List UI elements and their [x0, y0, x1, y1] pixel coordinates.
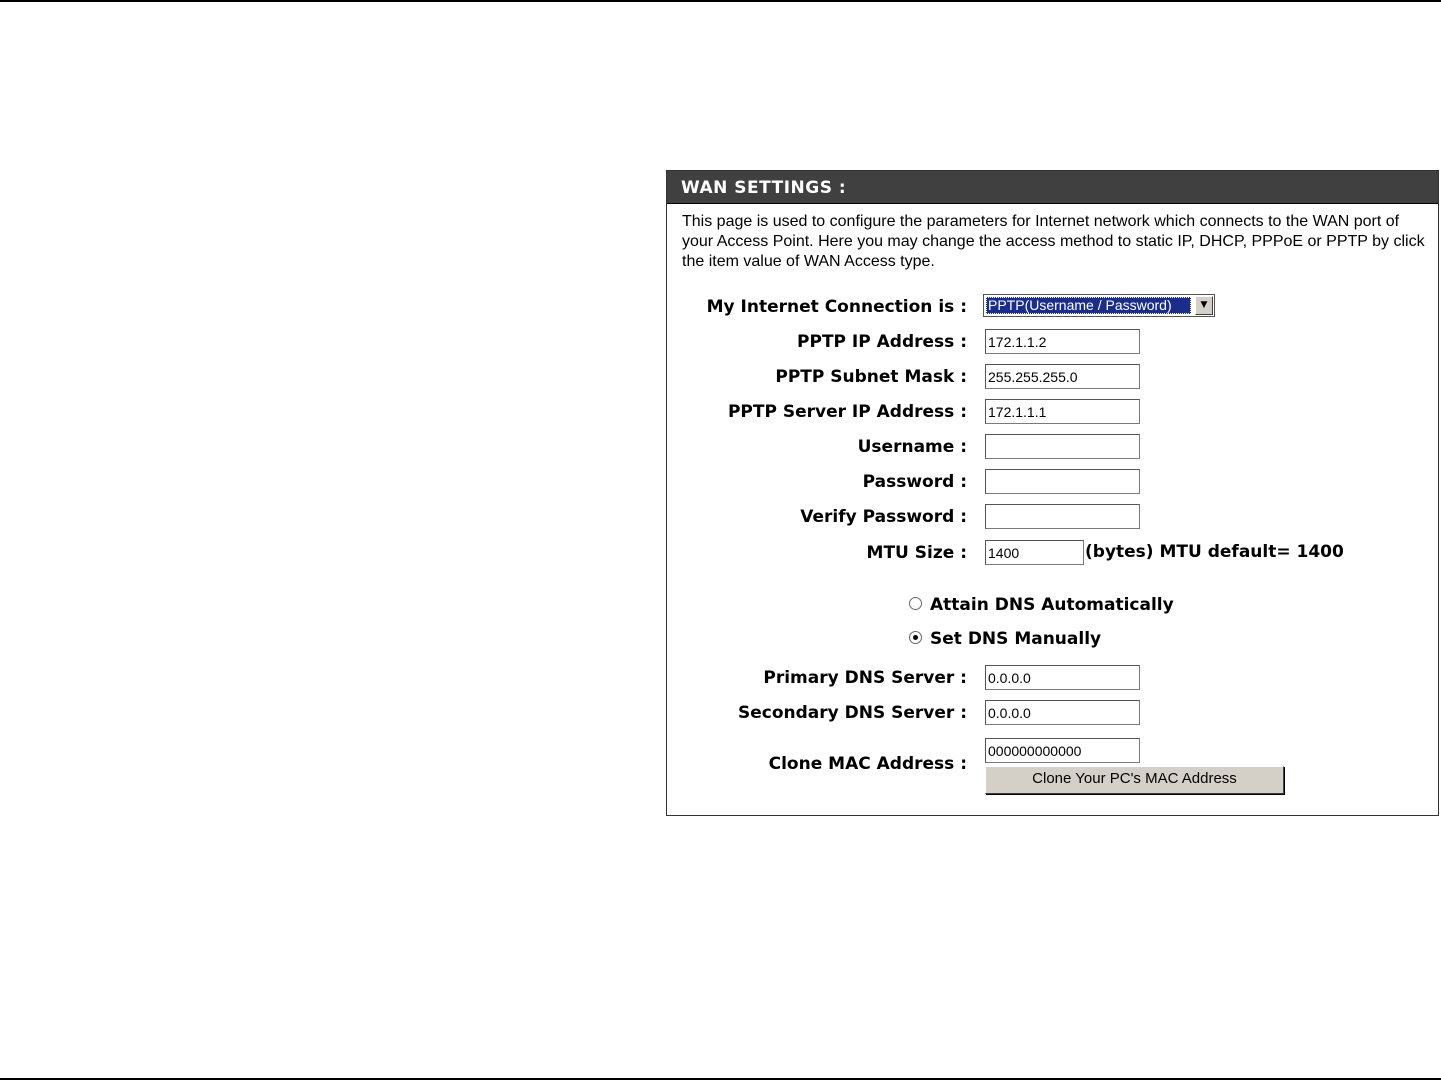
- mtu-label: MTU Size :: [866, 543, 967, 563]
- clone-mac-button[interactable]: Clone Your PC's MAC Address: [985, 766, 1284, 794]
- clone-mac-row: [667, 738, 1438, 798]
- mtu-input[interactable]: [985, 540, 1084, 565]
- pptp-mask-input[interactable]: [985, 364, 1140, 389]
- secondary-dns-label: Secondary DNS Server :: [737, 703, 967, 723]
- radio-selected-dot: [913, 635, 918, 640]
- bottom-rule: [0, 1078, 1441, 1080]
- password-row: [667, 469, 1438, 495]
- verify-password-row: [667, 504, 1438, 530]
- pptp-server-input[interactable]: [985, 399, 1140, 424]
- primary-dns-label: Primary DNS Server :: [763, 668, 967, 688]
- pptp-server-row: [667, 399, 1438, 425]
- wan-settings-panel: [666, 170, 1439, 816]
- username-label: Username :: [857, 437, 967, 457]
- primary-dns-row: [667, 665, 1438, 691]
- pptp-server-label: PPTP Server IP Address :: [727, 402, 967, 422]
- username-row: [667, 434, 1438, 460]
- chevron-down-icon[interactable]: ▼: [1195, 296, 1213, 315]
- panel-title: WAN SETTINGS :: [667, 171, 1438, 204]
- dns-auto-option[interactable]: [909, 594, 1309, 618]
- dns-auto-label[interactable]: Attain DNS Automatically: [930, 595, 1174, 615]
- username-input[interactable]: [985, 434, 1140, 459]
- password-label: Password :: [862, 472, 967, 492]
- dns-manual-option[interactable]: [909, 628, 1309, 652]
- dns-manual-radio[interactable]: [909, 631, 922, 644]
- dns-auto-radio[interactable]: [909, 597, 922, 610]
- top-rule: [0, 0, 1441, 2]
- verify-password-input[interactable]: [985, 504, 1140, 529]
- pptp-ip-input[interactable]: [985, 329, 1140, 354]
- connection-type-select[interactable]: [983, 294, 1215, 317]
- mtu-default-note: (bytes) MTU default= 1400: [1085, 542, 1344, 562]
- pptp-ip-row: [667, 329, 1438, 355]
- secondary-dns-row: [667, 700, 1438, 726]
- pptp-mask-row: [667, 364, 1438, 390]
- connection-label: My Internet Connection is :: [706, 297, 967, 317]
- connection-row: [667, 294, 1438, 320]
- panel-description: This page is used to configure the parameters for Internet network which connects to the WAN port of your Access Point. Here you may change the access method to static IP, DHCP, PPPoE or PPTP by click the item value of WAN Access type.: [682, 213, 1425, 270]
- primary-dns-input[interactable]: [985, 665, 1140, 690]
- clone-mac-label: Clone MAC Address :: [768, 754, 967, 774]
- secondary-dns-input[interactable]: [985, 700, 1140, 725]
- pptp-ip-label: PPTP IP Address :: [797, 332, 967, 352]
- mtu-row: [667, 540, 1438, 566]
- pptp-mask-label: PPTP Subnet Mask :: [775, 367, 967, 387]
- dns-manual-label[interactable]: Set DNS Manually: [930, 629, 1102, 649]
- verify-password-label: Verify Password :: [800, 507, 967, 527]
- connection-type-value: PPTP(Username / Password): [986, 297, 1191, 314]
- password-input[interactable]: [985, 469, 1140, 494]
- clone-mac-input[interactable]: [985, 738, 1140, 763]
